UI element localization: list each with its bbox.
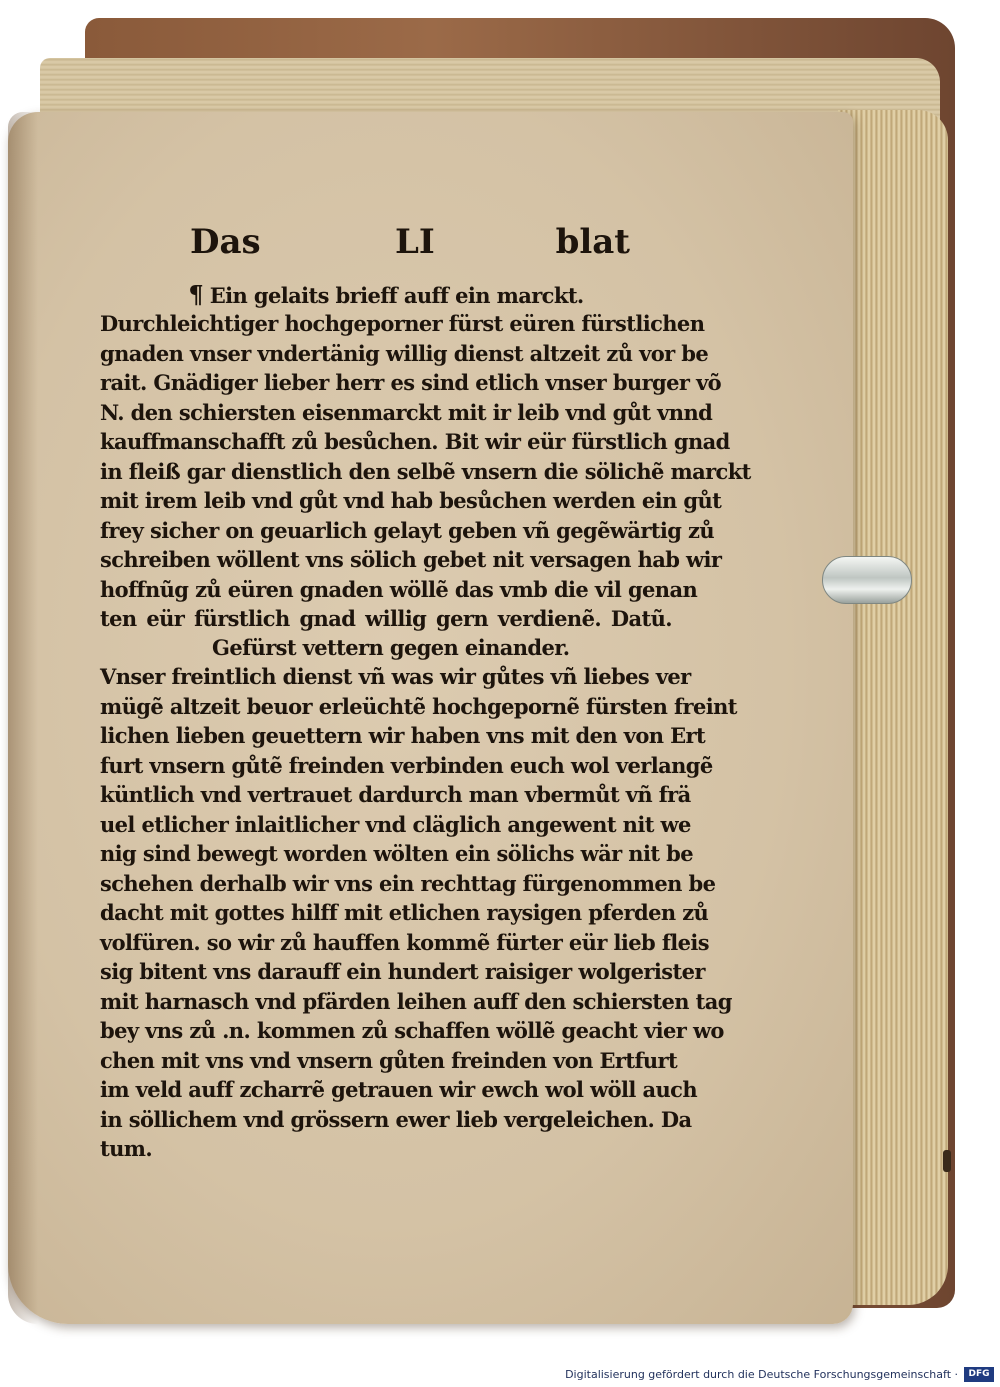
page-speck	[943, 1150, 951, 1172]
section-heading-2: Gefürst vettern gegen einander.	[212, 635, 570, 660]
text-line: chen mit vns vnd vnsern gůten freinden von Ertfurt	[100, 1048, 678, 1073]
running-head-left: Das	[190, 222, 261, 262]
text-line: mit harnasch vnd pfärden leihen auff den schiersten tag	[100, 989, 732, 1014]
text-line: mügẽ altzeit beuor erleüchtẽ hochgepornẽ fürsten freint	[100, 694, 737, 719]
text-line: Vnser freintlich dienst vñ was wir gůtes vñ liebes ver	[100, 664, 691, 689]
pilcrow-icon: ¶	[188, 280, 204, 309]
text-line: in fleiß gar dienstlich den selbẽ vnsern die sölichẽ marckt	[100, 459, 751, 484]
text-line: schreiben wöllent vns sölich gebet nit versagen hab wir	[100, 547, 722, 572]
text-line: mit irem leib vnd gůt vnd hab besůchen werden ein gůt	[100, 488, 722, 513]
funding-credit: Digitalisierung gefördert durch die Deutsche Forschungsgemeinschaft ·	[565, 1368, 958, 1381]
text-line: nig sind bewegt worden wölten ein sölichs wär nit be	[100, 841, 694, 866]
text-line: in söllichem vnd grössern ewer lieb vergeleichen. Da	[100, 1107, 692, 1132]
text-line: Durchleichtiger hochgeporner fürst eüren fürstlichen	[100, 311, 705, 336]
text-line: volfüren. so wir zů hauffen kommẽ fürter eür lieb fleis	[100, 930, 709, 955]
text-line: sig bitent vns darauff ein hundert raisiger wolgerister	[100, 959, 705, 984]
running-head-right: blat	[555, 222, 630, 262]
folio-number: LI	[395, 222, 435, 262]
page-fore-edge	[838, 110, 948, 1305]
text-line: schehen derhalb wir vns ein rechttag fürgenommen be	[100, 871, 716, 896]
text-line: frey sicher on geuarlich gelayt geben vñ gegẽwärtig zů	[100, 518, 715, 543]
running-head	[190, 222, 630, 268]
text-line: uel etlicher inlaitlicher vnd cläglich angewent nit we	[100, 812, 691, 837]
text-line: furt vnsern gůtẽ freinden verbinden euch wol verlangẽ	[100, 753, 713, 778]
page-gutter-shadow	[8, 112, 38, 1324]
text-line: hoffnũg zů eüren gnaden wöllẽ das vmb die vil genan	[100, 577, 698, 602]
text-line: tum.	[100, 1136, 153, 1161]
text-line: küntlich vnd vertrauet dardurch man vbermůt vñ frä	[100, 782, 691, 807]
footer-bar	[0, 1362, 1000, 1387]
text-line: lichen lieben geuettern wir haben vns mit den von Ert	[100, 723, 706, 748]
text-line: kauffmanschafft zů besůchen. Bit wir eür fürstlich gnad	[100, 429, 730, 454]
section-heading-1	[100, 280, 672, 310]
text-line: ten eür fürstlich gnad willig gern verdienẽ. Datũ.	[100, 606, 672, 631]
dfg-logo-icon: DFG	[964, 1367, 994, 1382]
glass-page-weight	[822, 556, 912, 604]
text-line: bey vns zů .n. kommen zů schaffen wöllẽ geacht vier wo	[100, 1018, 724, 1043]
text-line: N. den schiersten eisenmarckt mit ir leib vnd gůt vnnd	[100, 400, 713, 425]
section-heading-1-text: Ein gelaits brieff auff ein marckt.	[209, 283, 584, 308]
text-line: gnaden vnser vndertänig willig dienst altzeit zů vor be	[100, 341, 709, 366]
text-line: dacht mit gottes hilff mit etlichen raysigen pferden zů	[100, 900, 709, 925]
text-line: rait. Gnädiger lieber herr es sind etlich vnser burger võ	[100, 370, 722, 395]
text-line: im veld auff zcharrẽ getrauen wir ewch wol wöll auch	[100, 1077, 697, 1102]
